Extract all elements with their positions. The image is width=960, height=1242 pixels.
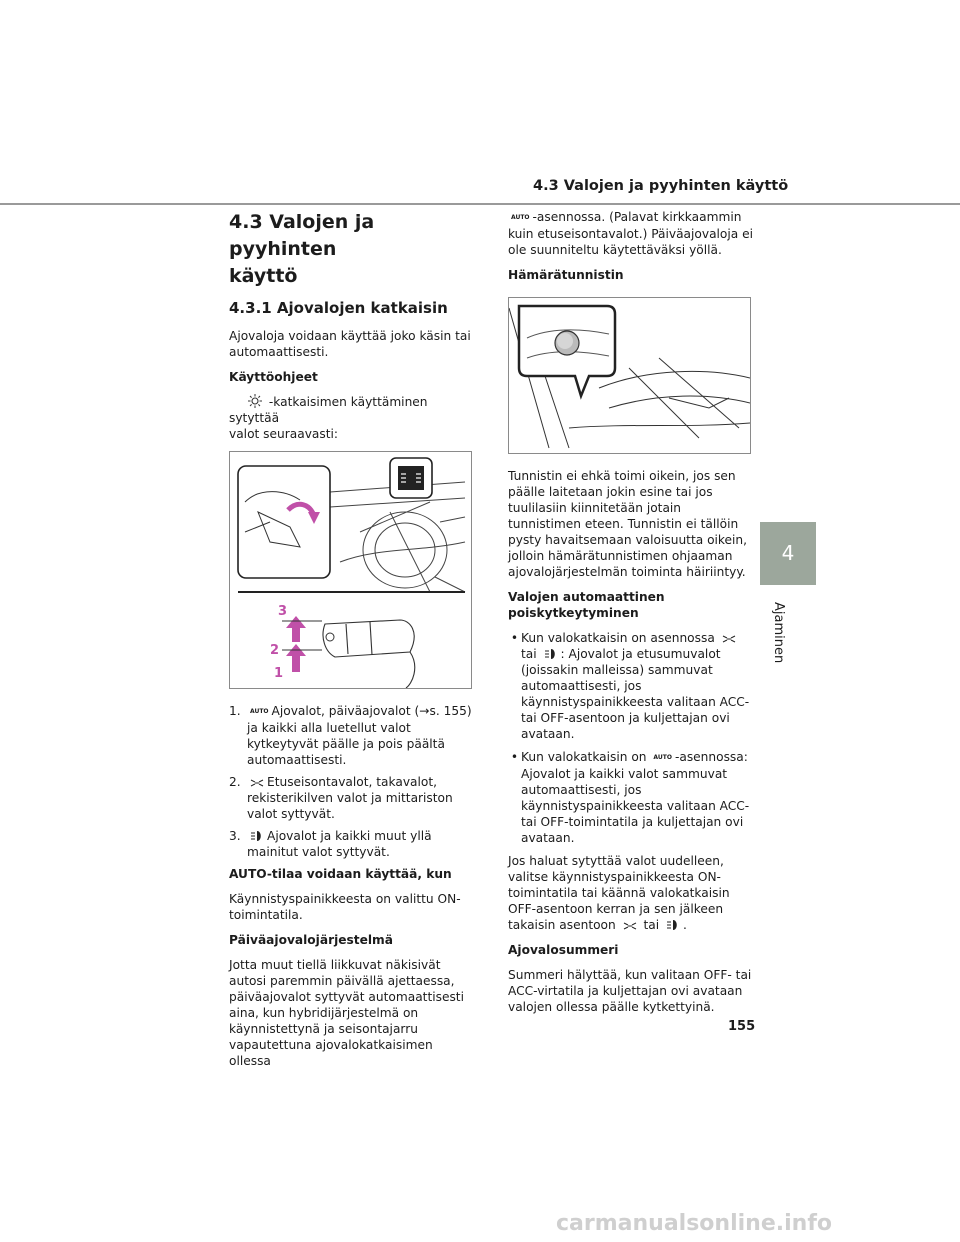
instructions-heading: Käyttöohjeet <box>229 370 318 384</box>
page-title: 4.3 Valojen ja pyyhinten käyttö <box>229 211 375 287</box>
relight-text: Jos haluat sytyttää valot uudelleen, valitse käynnistyspainikkeesta ON-toimintatila tai käännä valokatkaisin OFF-asentoon kerran ja sen jälkeen takaisin asentoon tai . <box>508 854 730 932</box>
auto-icon: AUTO <box>511 214 530 221</box>
auto-icon: AUTO <box>250 708 269 715</box>
sun-icon <box>248 394 262 408</box>
section-header: 4.3 Valojen ja pyyhinten käyttö <box>533 178 789 194</box>
subsection-title: 4.3.1 Ajovalojen katkaisin <box>229 299 448 317</box>
chapter-tab: 4 <box>760 522 816 585</box>
left-column <box>229 209 475 1078</box>
list-item: 2. Etuseisontavalot, takavalot, rekisterikilven valot ja mittariston valot syttyvät. <box>229 775 453 821</box>
sensor-heading: Hämärätunnistin <box>508 268 624 282</box>
figure-label-3: 3 <box>278 604 288 619</box>
right-column <box>508 209 754 1024</box>
auto-off-heading: Valojen automaattinen poiskytkeytyminen <box>508 590 665 620</box>
drl-text: Jotta muut tiellä liikkuvat näkisivät autosi paremmin päivällä ajettaessa, päiväajovalot syttyvät automaattisesti aina, kun hybridijärjestelmä on käynnistettynä ja seisontajarru vapautettuna ajovalokatkaisimen ollessa <box>229 958 464 1068</box>
intro-text: Ajovaloja voidaan käyttää joko käsin tai automaattisesti. <box>229 329 471 359</box>
list-item: • Kun valokatkaisin on AUTO -asennossa: Ajovalot ja kaikki valot sammuvat automaattisesti, jos käynnistyspainikkeesta valitaan ACC- tai OFF-toimintatila ja kuljettajan ovi avataan. <box>510 750 750 845</box>
header-divider <box>0 203 960 205</box>
list-item: 1. AUTO Ajovalot, päiväajovalot (→s. 155) ja kaikki alla luetellut valot kytkeytyvät päälle ja pois päältä automaattisesti. <box>229 704 472 767</box>
sensor-text: Tunnistin ei ehkä toimi oikein, jos sen päälle laitetaan jokin esine tai jos tuulilasiin kiinnitetään jotain tunnistimen eteen. Tunnistin ei tällöin pysty havaitsemaan valoisuutta oikein, jolloin hämärätunnistimen ohjaaman ajovalojärjestelmän toiminta häiriintyy. <box>508 469 748 579</box>
chapter-tab-label: Ajaminen <box>771 602 786 664</box>
headlight-icon <box>666 919 680 931</box>
drl-continued-text: AUTO -asennossa. (Palavat kirkkaammin kuin etuseisontavalot.) Päiväajovaloja ei ole suunniteltu käytettäväksi yöllä. <box>508 210 753 257</box>
headlight-switch-illustration <box>230 452 471 688</box>
buzzer-heading: Ajovalosummeri <box>508 943 619 957</box>
parking-light-icon <box>250 778 264 788</box>
list-item: • Kun valokatkaisin on asennossa tai : Ajovalot ja etusumuvalot (joissakin malleissa) sammuvat automaattisesti, jos käynnistyspainikkeesta valitaan ACC- tai OFF-asentoon ja kuljettajan ovi avataan. <box>510 631 750 741</box>
parking-light-icon <box>623 921 637 931</box>
drl-heading: Päiväajovalojärjestelmä <box>229 933 393 947</box>
auto-text: Käynnistyspainikkeesta on valittu ON-toimintatila. <box>229 892 461 922</box>
headlight-icon <box>250 830 264 842</box>
instructions-text: -katkaisimen käyttäminen sytyttää valot seuraavasti: <box>229 395 428 441</box>
light-sensor-figure <box>508 297 751 454</box>
light-sensor-illustration <box>509 298 750 453</box>
headlight-switch-figure <box>229 451 472 689</box>
buzzer-text: Summeri hälyttää, kun valitaan OFF- tai ACC-virtatila ja kuljettajan ovi avataan valojen ollessa päälle kytkettyinä. <box>508 968 752 1014</box>
auto-icon: AUTO <box>653 754 672 761</box>
page-number: 155 <box>728 1019 756 1034</box>
list-item: 3. Ajovalot ja kaikki muut yllä mainitut valot syttyvät. <box>229 829 432 859</box>
headlight-icon <box>544 648 558 660</box>
auto-heading: AUTO-tilaa voidaan käyttää, kun <box>229 867 452 881</box>
figure-label-1: 1 <box>274 666 284 681</box>
figure-label-2: 2 <box>270 643 280 658</box>
parking-light-icon <box>722 634 736 644</box>
watermark: carmanualsonline.info <box>556 1211 832 1236</box>
